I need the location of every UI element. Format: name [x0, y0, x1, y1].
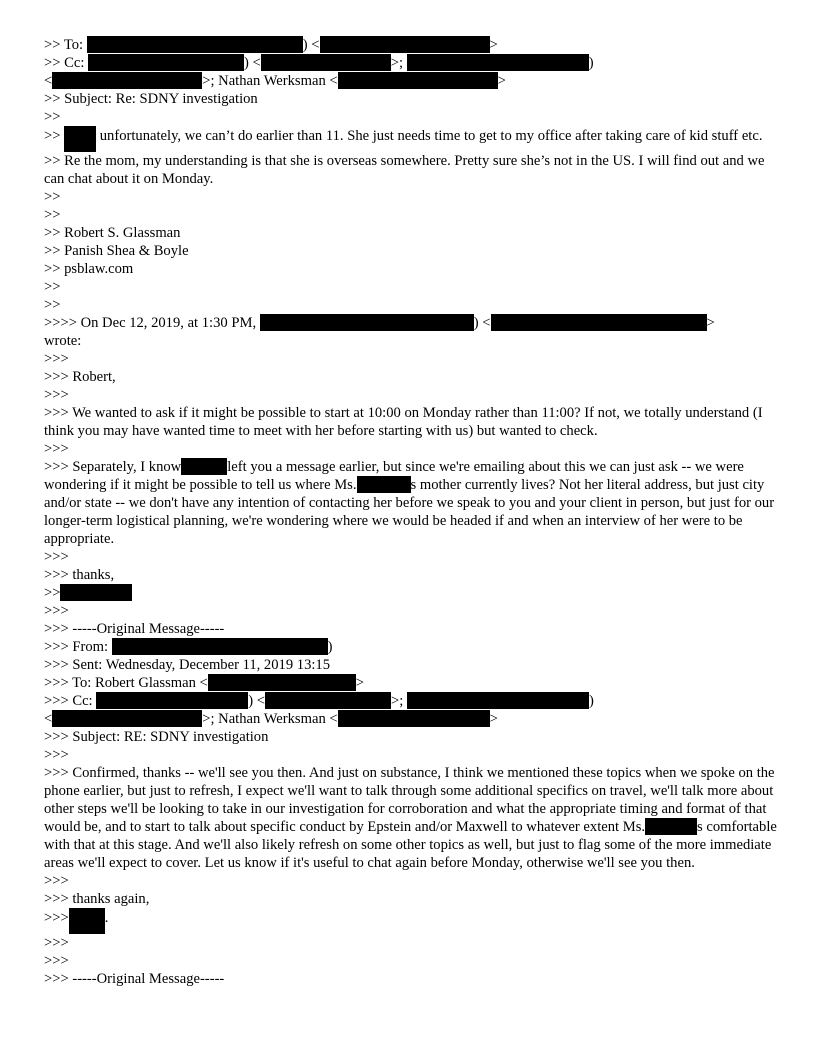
cc-end: > [497, 73, 506, 89]
subject-line: >>> Subject: RE: SDNY investigation [44, 729, 269, 745]
cc-werksman: >; Nathan Werksman < [202, 73, 338, 89]
cc-continued-line [44, 710, 784, 728]
reply-header-wrote: wrote: [44, 333, 82, 349]
signature-website: >> psblaw.com [44, 261, 134, 277]
cc-sep: ) < [244, 55, 261, 71]
cc-sep: ) < [248, 693, 266, 709]
reply-header-sep: ) < [473, 315, 491, 331]
redaction-block [64, 126, 96, 152]
cc-end: ) [588, 55, 594, 71]
redaction-block [407, 54, 589, 71]
body-text: unfortunately, we can’t do earlier than 11. She just needs time to get to my office after taking care of kid stuff etc. [96, 128, 763, 144]
redaction-block [320, 36, 490, 53]
body-text: >>> Confirmed, thanks -- we'll see you then. And just on substance, I think we mentioned these topics when we spoke on the phone earlier, but just to refresh, I expect we'll want to talk through some additional specifics on travel, we'll talk more about other steps we'll be looking to take in our investigation for corroboration and what the appropriate timing and format of that would be, and to start to talk about specific conduct by Epstein and/or Maxwell to whatever extent Ms. [44, 765, 775, 835]
quote-marker: >>> [44, 549, 69, 565]
body-text: s comfortable with that at this stage. And we'll also likely refresh on some other topics as well, but just to flag some of the more immediate areas we'll expect to cover. Let us know if it's useful to chat again before Monday, otherwise we'll see you then. [44, 819, 777, 871]
quote-marker: >>> [44, 351, 69, 367]
cc-sep: >; [390, 55, 407, 71]
to-label: >> To: [44, 37, 87, 53]
quote-prefix: >> [44, 585, 61, 601]
quote-marker: >>> [44, 387, 69, 403]
signer-period: . [104, 910, 109, 926]
to-line [44, 674, 784, 692]
cc-open: < [44, 73, 53, 89]
redaction-block [407, 692, 589, 709]
signer-line [44, 584, 784, 602]
email-thread [44, 36, 784, 988]
cc-continued-line [44, 72, 784, 90]
cc-label: >> Cc: [44, 55, 89, 71]
cc-end: ) [588, 693, 594, 709]
body-paragraph [44, 458, 784, 548]
redaction-block [87, 36, 303, 53]
from-label: >>> From: [44, 639, 112, 655]
body-paragraph [44, 126, 784, 152]
redaction-block [88, 54, 244, 71]
redaction-block [357, 476, 411, 493]
body-paragraph: >> Re the mom, my understanding is that she is overseas somewhere. Pretty sure she’s not in the US. I will find out and we can chat about it on Monday. [44, 153, 765, 187]
redaction-block [338, 710, 490, 727]
original-message-divider: >>> -----Original Message----- [44, 621, 225, 637]
reply-header-text: >>>> On Dec 12, 2019, at 1:30 PM, [44, 315, 260, 331]
body-paragraph [44, 764, 784, 872]
closing: >>> thanks, [44, 567, 115, 583]
quote-marker: >>> [44, 935, 69, 951]
redaction-block [112, 638, 328, 655]
quote-marker: >>> [44, 747, 69, 763]
body-text: s mother currently lives? Not her literal address, but just city and/or state -- we don't have any intention of contacting her before we speak to you and your client in person, but just for our longer-term logistical planning, we're wondering where we would be headed if and when an interview of her were to be appropriate. [44, 477, 775, 547]
cc-sep: >; [391, 693, 407, 709]
to-sep: ) < [302, 37, 320, 53]
cc-end: > [489, 711, 498, 727]
signature-name: >> Robert S. Glassman [44, 225, 181, 241]
quote-prefix: >> [44, 128, 65, 144]
redaction-block [60, 584, 132, 601]
reply-header-line [44, 314, 784, 332]
to-line [44, 36, 784, 54]
sent-line: >>> Sent: Wednesday, December 11, 2019 13:15 [44, 657, 331, 673]
to-label: >>> To: Robert Glassman < [44, 675, 208, 691]
redaction-block [645, 818, 697, 835]
subject-line: >> Subject: Re: SDNY investigation [44, 91, 258, 107]
quote-marker: >> [44, 109, 61, 125]
quote-prefix: >>> [44, 910, 69, 926]
to-end: > [355, 675, 365, 691]
quote-marker: >> [44, 297, 61, 313]
signer-line [44, 908, 784, 934]
cc-line [44, 692, 784, 710]
quote-marker: >>> [44, 873, 69, 889]
redaction-block [96, 692, 248, 709]
salutation: >>> Robert, [44, 369, 116, 385]
cc-line [44, 54, 784, 72]
cc-open: < [44, 711, 53, 727]
body-text: left you a message earlier, but since we're emailing about this we can just ask -- we were wondering if it might be possible to tell us where Ms. [44, 459, 744, 493]
body-text: >>> Separately, I know [44, 459, 182, 475]
signature-firm: >> Panish Shea & Boyle [44, 243, 189, 259]
quote-marker: >>> [44, 603, 69, 619]
quote-marker: >> [44, 207, 61, 223]
redaction-block [261, 54, 391, 71]
closing: >>> thanks again, [44, 891, 150, 907]
from-end: ) [327, 639, 333, 655]
from-line [44, 638, 784, 656]
redaction-block [208, 674, 356, 691]
redaction-block [69, 908, 105, 934]
redaction-block [52, 72, 202, 89]
cc-werksman: >; Nathan Werksman < [202, 711, 338, 727]
redaction-block [491, 314, 707, 331]
reply-header-end: > [706, 315, 715, 331]
redaction-block [52, 710, 202, 727]
body-paragraph: >>> We wanted to ask if it might be possible to start at 10:00 on Monday rather than 11:00? If not, we totally understand (I think you may have wanted time to meet with her before starting with us) but wanted to check. [44, 405, 763, 439]
quote-marker: >> [44, 279, 61, 295]
to-end: > [489, 37, 498, 53]
redaction-block [181, 458, 227, 475]
redaction-block [260, 314, 474, 331]
original-message-divider: >>> -----Original Message----- [44, 971, 225, 987]
quote-marker: >>> [44, 953, 69, 969]
quote-marker: >> [44, 189, 61, 205]
quote-marker: >>> [44, 441, 69, 457]
redaction-block [338, 72, 498, 89]
cc-label: >>> Cc: [44, 693, 97, 709]
redaction-block [265, 692, 391, 709]
